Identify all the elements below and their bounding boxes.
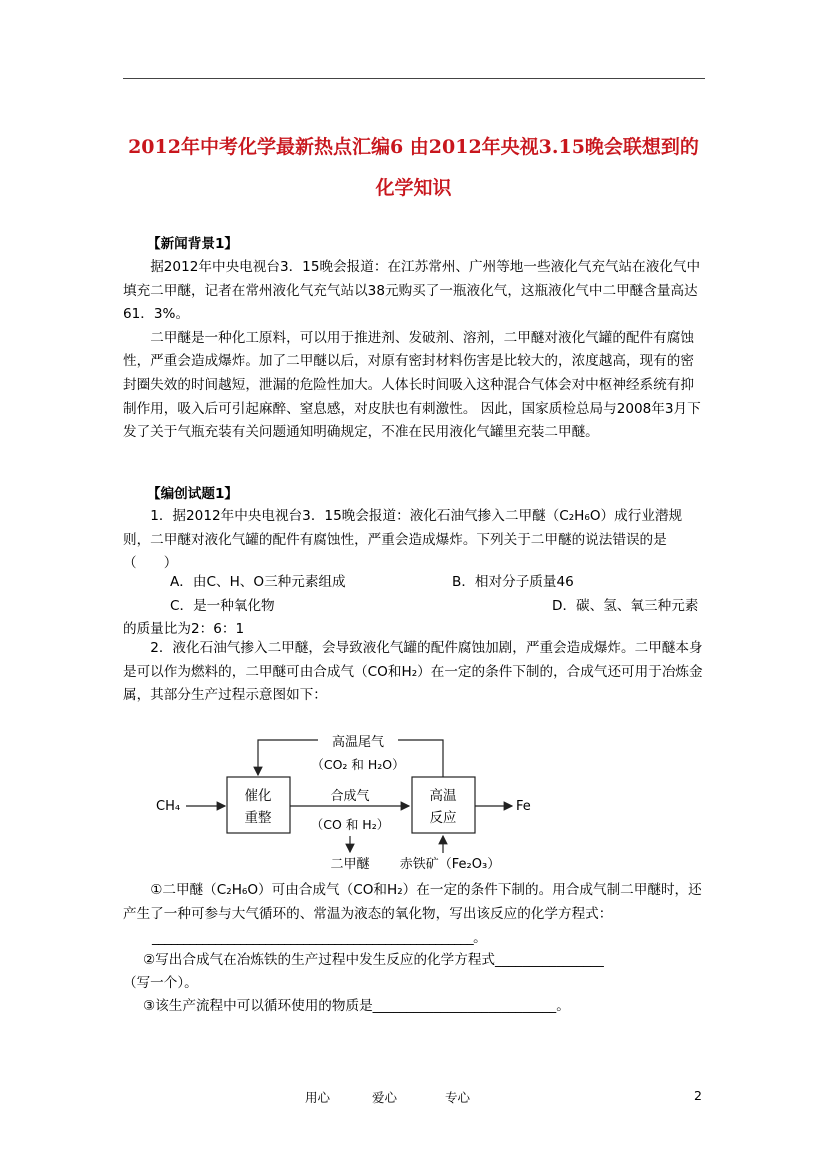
question-2-text: 2．液化石油气掺入二甲醚，会导致液化气罐的配件腐蚀加剧，严重会造成爆炸。二甲醚本身是可以作为燃料的，二甲醚可由合成气（CO和H₂）在一定的条件下制的，合成气还可用于冶炼金属，其部分生产过程示意图如下： — [123, 640, 703, 704]
footer-text-3: 专心 — [445, 1090, 471, 1105]
reaction-label-1: 高温 — [429, 788, 457, 804]
page-title-line1: 2012年中考化学最新热点汇编6 由2012年央视3.15晚会联想到的 — [128, 136, 699, 158]
reformer-label-2: 重整 — [244, 810, 272, 826]
ch4-label: CH₄ — [156, 799, 181, 814]
ore-label: 赤铁矿（Fe₂O₃） — [399, 857, 501, 872]
fe-label: Fe — [516, 799, 531, 814]
footer-text-1: 用心 — [305, 1090, 331, 1105]
sub-question-2-text: ②写出合成气在冶炼铁的生产过程中发生反应的化学方程式________________ — [143, 952, 604, 968]
news-body — [123, 256, 707, 445]
option-b: B．相对分子质量46 — [452, 574, 574, 590]
reformer-label-1: 催化 — [244, 788, 272, 804]
tail-gas-formula: （CO₂ 和 H₂O） — [311, 757, 405, 772]
question-2 — [123, 637, 707, 708]
option-d-continued: 的质量比为2：6：1 — [123, 621, 245, 637]
dme-label: 二甲醚 — [330, 857, 370, 872]
option-a: A．由C、H、O三种元素组成 — [170, 574, 346, 590]
footer-text-2: 爱心 — [372, 1090, 398, 1105]
exam-heading: 【编创试题1】 — [147, 486, 239, 502]
sub-question-3-text: ③该生产流程中可以循环使用的物质是___________________________。 — [143, 998, 570, 1014]
syngas-label: 合成气 — [330, 789, 370, 804]
sub-question-1-text: ①二甲醚（C₂H₆O）可由合成气（CO和H₂）在一定的条件下制的。用合成气制二甲醚时，还产生了一种可参与大气循环的、常温为液态的氧化物，写出该反应的化学方程式： — [123, 882, 702, 922]
question-1-text: 1．据2012年中央电视台3．15晚会报道：液化石油气掺入二甲醚（C₂H₆O）成行业潜规则，二甲醚对液化气罐的配件有腐蚀性，严重会造成爆炸。下列关于二甲醚的说法错误的是（ ） — [123, 508, 683, 572]
question-1 — [123, 505, 707, 576]
sub-question-1-blank: ___________________________________________________。 — [152, 930, 487, 946]
sub-question-2-end: （写一个）。 — [123, 975, 198, 991]
syngas-formula: （CO 和 H₂） — [310, 817, 390, 832]
page-title-line2: 化学知识 — [375, 177, 452, 199]
header-rule — [123, 78, 705, 79]
tail-gas-label: 高温尾气 — [331, 735, 385, 750]
option-d: D．碳、氢、氧三种元素 — [552, 598, 699, 614]
news-paragraph-1: 据2012年中央电视台3．15晚会报道：在江苏常州、广州等地一些液化气充气站在液化气中填充二甲醚，记者在常州液化气充气站以38元购买了一瓶液化气，这瓶液化气中二甲醚含量高达61．3%。 — [123, 259, 701, 323]
news-heading: 【新闻背景1】 — [147, 236, 239, 252]
sub-question-1 — [123, 879, 707, 926]
page-number: 2 — [694, 1088, 702, 1103]
reaction-label-2: 反应 — [429, 810, 457, 826]
news-paragraph-2: 二甲醚是一种化工原料，可以用于推进剂、发破剂、溶剂，二甲醚对液化气罐的配件有腐蚀性，严重会造成爆炸。加了二甲醚以后，对原有密封材料伤害是比较大的，浓度越高，现有的密封圈失效的时间越短，泄漏的危险性加大。人体长时间吸入这种混合气体会对中枢神经系统有抑制作用，吸入后可引起麻醉、窒息感，对皮肤也有刺激性。 因此，国家质检总局与2008年3月下发了关于气瓶充装有关问题通知明确规定，不准在民用液化气罐里充装二甲醚。 — [123, 329, 701, 441]
option-c: C．是一种氧化物 — [170, 598, 275, 614]
production-flow-diagram — [150, 722, 550, 882]
